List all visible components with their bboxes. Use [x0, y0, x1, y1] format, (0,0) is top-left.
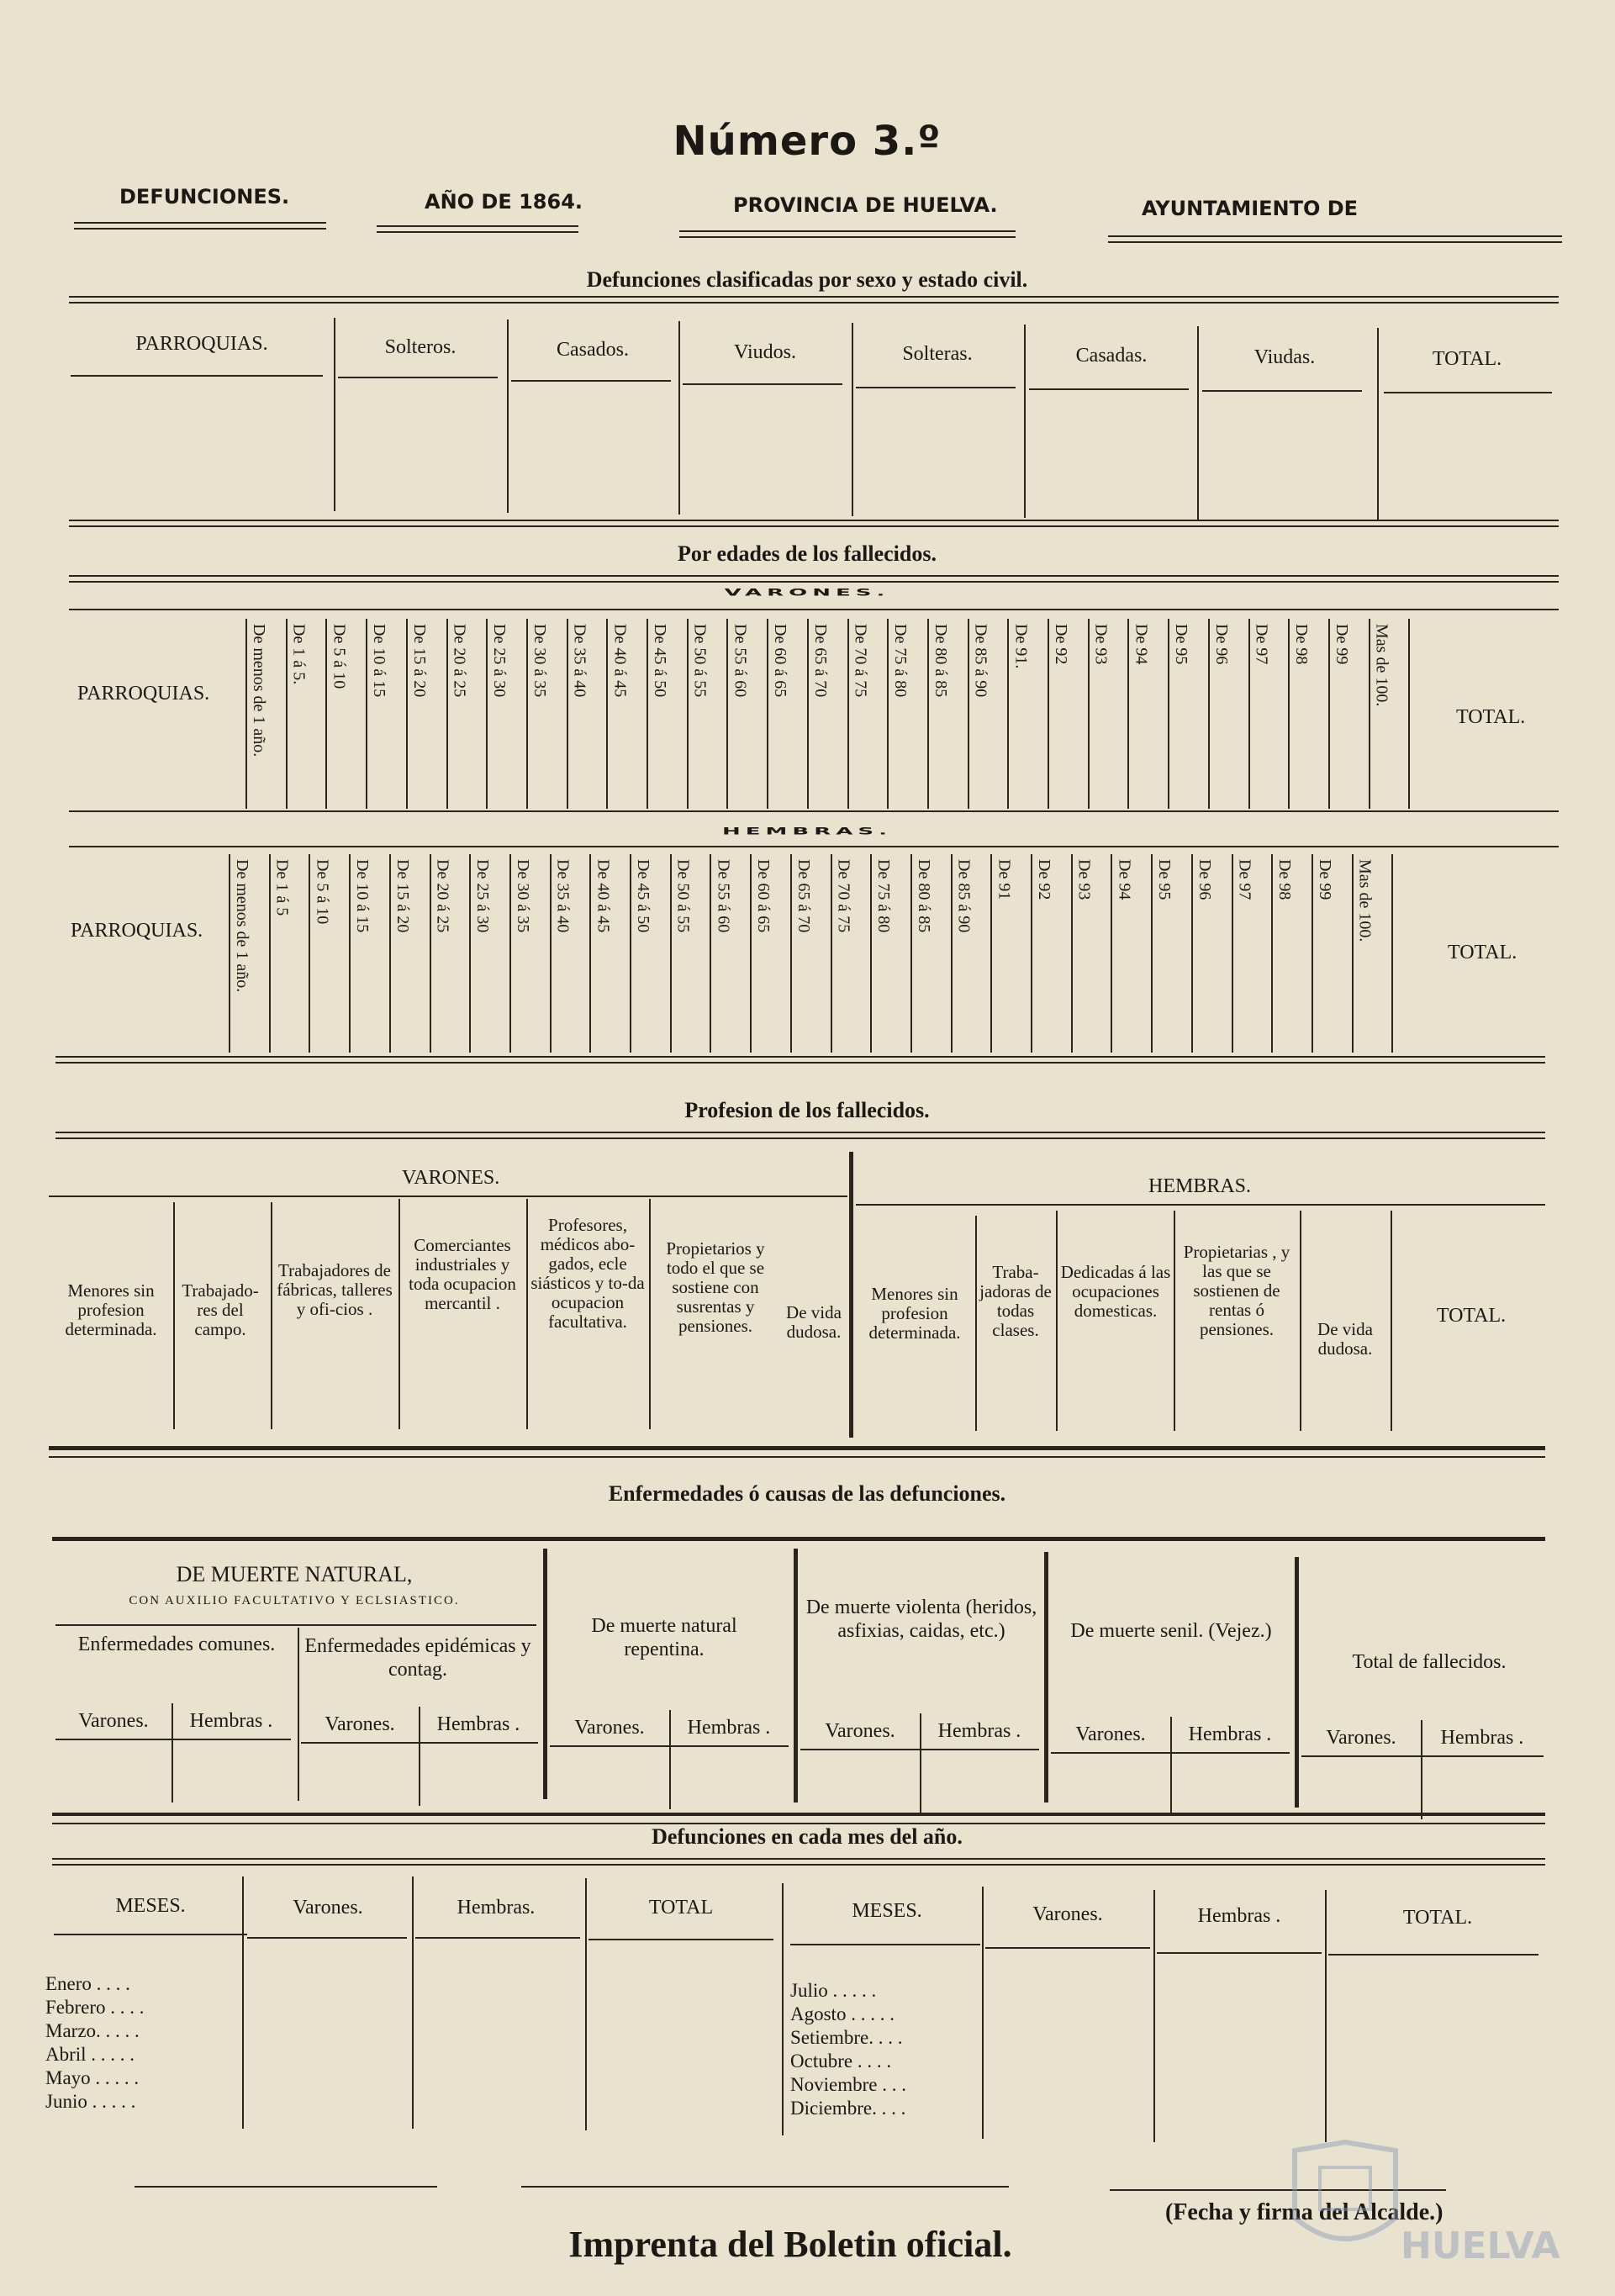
age-column-heading: De 98	[1275, 859, 1295, 900]
age-column-heading: De 93	[1074, 859, 1094, 900]
column-rule	[927, 619, 929, 809]
age-column-heading: De 94	[1132, 624, 1151, 665]
age-column-heading: De 55 á 60	[714, 859, 733, 933]
divider	[49, 1446, 1545, 1450]
column-rule	[430, 854, 431, 1053]
age-column-heading: De 55 á 60	[731, 624, 750, 698]
column-rule	[910, 854, 912, 1053]
column-rule	[968, 619, 969, 809]
cause-col-females: Hembras .	[436, 1713, 520, 1735]
column-rule	[325, 619, 327, 809]
cause-total: Total de fallecidos.	[1352, 1651, 1507, 1673]
column-rule	[951, 854, 953, 1053]
column-rule	[847, 619, 849, 809]
divider	[49, 1456, 1545, 1458]
col-viudos: Viudos.	[734, 341, 796, 363]
underline	[54, 1934, 247, 1935]
age-column-heading: De 20 á 25	[433, 859, 452, 933]
col-casados: Casados.	[557, 339, 629, 361]
divider	[55, 1624, 536, 1626]
males-col-left: Varones.	[293, 1897, 363, 1919]
age-column-heading: De 35 á 40	[570, 624, 589, 698]
underline	[1202, 390, 1362, 392]
form-year: AÑO DE 1864.	[425, 190, 583, 214]
column-rule	[1248, 619, 1250, 809]
ages-male-total: TOTAL.	[1456, 706, 1526, 728]
column-rule	[1127, 619, 1129, 809]
age-column-heading: De 25 á 30	[473, 859, 493, 933]
column-rule	[419, 1707, 420, 1806]
column-rule	[852, 323, 853, 516]
prof-female-domesticas: Dedicadas á las ocupaciones domesticas.	[1060, 1262, 1171, 1321]
underline	[1051, 1752, 1290, 1754]
age-column-heading: De 96	[1211, 624, 1231, 665]
age-column-heading: De 75 á 80	[874, 859, 894, 933]
prof-male-fabricas: Trabajadores de fábricas, talleres y ofi-cios .	[277, 1260, 393, 1319]
column-rule	[990, 854, 992, 1053]
column-rule	[286, 619, 288, 809]
column-rule	[1168, 619, 1169, 809]
banner-varones: VARONES.	[724, 587, 890, 599]
col-viudas: Viudas.	[1253, 346, 1316, 368]
underline	[247, 1937, 407, 1939]
age-column-heading: De 40 á 45	[594, 859, 613, 933]
prof-total: TOTAL.	[1436, 1305, 1507, 1327]
age-column-heading: De 70 á 75	[851, 624, 870, 698]
age-column-heading: De 92	[1052, 624, 1070, 665]
underline	[683, 383, 842, 385]
underline	[1029, 388, 1189, 390]
month-row: Octubre . . . .	[790, 2051, 892, 2072]
divider	[69, 609, 1559, 610]
column-rule	[630, 854, 631, 1053]
age-column-heading: De 85 á 90	[954, 859, 974, 933]
divider	[52, 1537, 1545, 1541]
age-column-heading: De 75 á 80	[891, 624, 910, 698]
archive-watermark	[1269, 2125, 1560, 2277]
month-row: Noviembre . . .	[790, 2074, 906, 2095]
divider	[52, 1858, 1545, 1866]
column-rule	[172, 1703, 173, 1802]
month-row: Febrero . . . .	[45, 1997, 145, 2018]
prof-male-dudosa: De vida dudosa.	[786, 1302, 842, 1342]
column-rule	[398, 1199, 400, 1429]
age-column-heading: De 95	[1172, 624, 1191, 665]
underline	[301, 1742, 538, 1744]
age-column-heading: De 92	[1035, 859, 1053, 900]
divider	[856, 1204, 1545, 1206]
signature-line	[135, 2186, 437, 2188]
column-rule	[366, 619, 367, 809]
column-rule	[469, 854, 471, 1053]
column-rule	[585, 1878, 587, 2130]
prof-male-profesores: Profesores, médicos abo-gados, ecle siásticos y to-da ocupacion facultativa.	[530, 1215, 645, 1332]
column-rule	[606, 619, 608, 809]
underline	[1384, 392, 1552, 393]
divider	[679, 230, 1016, 238]
column-rule	[687, 619, 689, 809]
column-rule	[1271, 854, 1273, 1053]
group-separator	[849, 1152, 853, 1438]
column-rule	[750, 854, 752, 1053]
section-title-civil-status: Defunciones clasificadas por sexo y estado civil.	[586, 267, 1028, 292]
column-rule	[406, 619, 408, 809]
column-rule	[647, 619, 648, 809]
column-rule	[1421, 1720, 1422, 1819]
ages-female-total: TOTAL.	[1448, 942, 1517, 963]
cause-col-males: Varones.	[78, 1710, 149, 1732]
column-rule	[1312, 854, 1313, 1053]
column-rule	[669, 1710, 671, 1809]
cause-col-males: Varones.	[1326, 1727, 1396, 1749]
cause-col-females: Hembras .	[687, 1717, 771, 1739]
divider	[74, 222, 326, 230]
age-column-heading: De 97	[1235, 859, 1254, 900]
column-rule	[1088, 619, 1090, 809]
cause-natural-subtitle: CON AUXILIO FACULTATIVO Y ECLSIASTICO.	[129, 1594, 460, 1607]
profession-female-group: HEMBRAS.	[1148, 1175, 1252, 1197]
prof-male-menores: Menores sin profesion determinada.	[65, 1280, 157, 1339]
column-rule	[1288, 619, 1290, 809]
column-rule	[271, 1202, 272, 1429]
cause-col-females: Hembras .	[1188, 1723, 1272, 1745]
prof-female-trabajadoras: Traba-jadoras de todas clases.	[979, 1262, 1052, 1340]
form-municipality: AYUNTAMIENTO DE	[1142, 197, 1359, 220]
col-total: TOTAL.	[1432, 348, 1502, 370]
section-title-months: Defunciones en cada mes del año.	[652, 1824, 963, 1849]
prof-female-menores: Menores sin profesion determinada.	[868, 1284, 961, 1343]
underline	[856, 387, 1016, 388]
column-rule	[1300, 1211, 1301, 1431]
month-row: Julio . . . . .	[790, 1980, 877, 2001]
column-rule	[1024, 325, 1026, 518]
column-rule	[1208, 619, 1210, 809]
age-column-heading: De menos de 1 año.	[250, 624, 268, 757]
underline	[800, 1749, 1039, 1750]
column-rule	[526, 1199, 528, 1429]
age-column-heading: De 1 á 5.	[289, 624, 309, 685]
column-rule	[309, 854, 310, 1053]
column-rule	[526, 619, 528, 809]
cause-col-females: Hembras .	[189, 1710, 273, 1732]
column-rule	[1352, 854, 1354, 1053]
divider	[69, 810, 1559, 812]
month-row: Enero . . . .	[45, 1973, 130, 1994]
cause-col-males: Varones.	[825, 1720, 895, 1742]
group-separator	[1295, 1557, 1299, 1808]
age-column-heading: De 1 á 5	[272, 859, 292, 916]
total-col-left: TOTAL	[648, 1897, 714, 1919]
divider	[52, 1813, 1545, 1816]
col-solteras: Solteras.	[902, 343, 973, 365]
column-rule	[1153, 1890, 1155, 2142]
cause-col-males: Varones.	[325, 1713, 395, 1735]
underline	[511, 380, 671, 382]
section-title-profession: Profesion de los fallecidos.	[684, 1098, 930, 1122]
underline	[338, 377, 498, 378]
females-col-left: Hembras.	[457, 1897, 536, 1919]
underline	[415, 1937, 580, 1939]
column-rule	[550, 854, 552, 1053]
divider	[377, 225, 578, 233]
age-column-heading: De 65 á 70	[794, 859, 813, 933]
divider	[69, 846, 1559, 847]
age-column-heading: De 5 á 10	[330, 624, 349, 689]
group-separator	[543, 1549, 547, 1799]
age-column-heading: De 60 á 65	[754, 859, 773, 933]
column-rule	[1007, 619, 1009, 809]
underline	[1328, 1954, 1538, 1956]
age-column-heading: De menos de 1 año.	[233, 859, 251, 993]
cause-natural-title: DE MUERTE NATURAL,	[176, 1562, 413, 1586]
prof-male-comerciantes: Comerciantes industriales y toda ocupacion mercantil .	[409, 1235, 516, 1313]
age-column-heading: De 95	[1155, 859, 1174, 900]
month-row: Diciembre. . . .	[790, 2098, 906, 2119]
col-solteros: Solteros.	[384, 336, 457, 358]
column-rule	[1369, 619, 1370, 809]
column-rule	[1197, 326, 1199, 520]
column-rule	[269, 854, 271, 1053]
months-list-second-half	[790, 1979, 984, 2120]
section-title-ages: Por edades de los fallecidos.	[678, 541, 937, 566]
prof-female-dudosa: De vida dudosa.	[1317, 1319, 1373, 1359]
age-column-heading: De 60 á 65	[771, 624, 790, 698]
column-rule	[1325, 1890, 1327, 2142]
mayor-signature: (Fecha y firma del Alcalde.)	[1165, 2199, 1443, 2225]
column-rule	[870, 854, 872, 1053]
column-rule	[1232, 854, 1233, 1053]
underline	[790, 1944, 980, 1945]
age-column-heading: De 35 á 40	[553, 859, 573, 933]
age-column-heading: De 5 á 10	[313, 859, 332, 925]
column-rule	[412, 1876, 414, 2129]
col-parroquias: PARROQUIAS.	[135, 333, 268, 355]
group-separator	[794, 1549, 798, 1802]
column-rule	[298, 1628, 299, 1801]
age-column-heading: De 30 á 35	[513, 859, 532, 933]
column-rule	[509, 854, 511, 1053]
col-casadas: Casadas.	[1075, 345, 1148, 367]
column-rule	[1170, 1717, 1172, 1816]
cause-col-males: Varones.	[1075, 1723, 1146, 1745]
age-column-heading: De 96	[1195, 859, 1214, 900]
column-rule	[807, 619, 809, 809]
column-rule	[446, 619, 448, 809]
column-rule	[589, 854, 591, 1053]
females-col-right: Hembras .	[1197, 1905, 1281, 1927]
column-rule	[767, 619, 768, 809]
column-rule	[790, 854, 792, 1053]
column-rule	[229, 854, 230, 1053]
month-row: Abril . . . . .	[45, 2044, 135, 2065]
age-column-heading: De 85 á 90	[971, 624, 990, 698]
ages-male-parishes-label: PARROQUIAS.	[77, 683, 210, 705]
age-column-heading: De 45 á 50	[651, 624, 669, 698]
age-column-heading: De 91	[995, 859, 1014, 900]
column-rule	[831, 854, 832, 1053]
column-rule	[1048, 619, 1049, 809]
column-rule	[334, 318, 335, 511]
column-rule	[678, 321, 680, 515]
column-rule	[670, 854, 672, 1053]
age-column-heading: De 15 á 20	[393, 859, 412, 933]
ages-female-parishes-label: PARROQUIAS.	[71, 920, 203, 942]
column-rule	[1056, 1211, 1058, 1431]
column-rule	[710, 854, 711, 1053]
age-column-heading: De 15 á 20	[409, 624, 429, 698]
month-row: Setiembre. . . .	[790, 2027, 903, 2048]
age-column-heading: De 25 á 30	[490, 624, 509, 698]
underline	[55, 1739, 291, 1740]
column-rule	[975, 1216, 977, 1431]
underline	[71, 375, 323, 377]
age-column-heading: De 80 á 85	[914, 859, 933, 933]
total-col-right: TOTAL.	[1402, 1907, 1473, 1929]
column-rule	[920, 1713, 921, 1813]
age-column-heading: De 10 á 15	[370, 624, 389, 698]
divider	[69, 520, 1559, 527]
signature-line	[521, 2186, 1009, 2188]
age-column-heading: De 99	[1315, 859, 1334, 900]
age-column-heading: De 99	[1332, 624, 1351, 665]
cause-col-males: Varones.	[574, 1717, 645, 1739]
column-rule	[1391, 1211, 1392, 1431]
column-rule	[1191, 854, 1193, 1053]
column-rule	[782, 1883, 784, 2135]
column-rule	[1151, 854, 1153, 1053]
cause-col-females: Hembras .	[1440, 1727, 1524, 1749]
divider	[1108, 235, 1562, 243]
column-rule	[1071, 854, 1073, 1053]
age-column-heading: De 93	[1091, 624, 1111, 665]
column-rule	[1328, 619, 1330, 809]
cause-sudden: De muerte natural repentina.	[591, 1615, 737, 1660]
column-rule	[649, 1199, 651, 1429]
age-column-heading: De 97	[1252, 624, 1271, 665]
column-rule	[486, 619, 488, 809]
column-rule	[567, 619, 568, 809]
cause-common: Enfermedades comunes.	[77, 1634, 276, 1655]
month-row: Marzo. . . . .	[45, 2020, 140, 2041]
age-column-heading: De 50 á 55	[690, 624, 710, 698]
underline	[1157, 1952, 1322, 1954]
column-rule	[1408, 619, 1410, 809]
column-rule	[507, 319, 509, 513]
age-column-heading: De 50 á 55	[673, 859, 693, 933]
age-column-heading: De 80 á 85	[931, 624, 950, 698]
months-col-left: MESES.	[115, 1895, 186, 1917]
age-column-heading: De 98	[1292, 624, 1312, 665]
banner-hembras: HEMBRAS.	[722, 826, 892, 837]
divider	[69, 296, 1559, 303]
prof-female-propietarias: Propietarias , y las que se sostienen de rentas ó pensiones.	[1183, 1242, 1290, 1339]
column-rule	[1174, 1211, 1175, 1431]
form-number: Número 3.º	[673, 118, 942, 165]
divider	[49, 1196, 847, 1197]
age-column-heading: De 40 á 45	[610, 624, 630, 698]
form-province: PROVINCIA DE HUELVA.	[733, 193, 998, 217]
section-title-causes: Enfermedades ó causas de las defunciones.	[608, 1481, 1006, 1506]
underline	[588, 1939, 773, 1940]
column-rule	[173, 1202, 175, 1429]
males-col-right: Varones.	[1032, 1903, 1103, 1925]
age-column-heading: Mas de 100.	[1355, 859, 1375, 942]
prof-male-propietarios: Propietarios y todo el que se sostiene con susrentas y pensiones.	[666, 1238, 765, 1336]
cause-col-females: Hembras .	[937, 1720, 1021, 1742]
age-column-heading: De 91.	[1011, 624, 1031, 669]
underline	[550, 1745, 789, 1747]
month-row: Junio . . . . .	[45, 2091, 136, 2112]
age-column-heading: De 65 á 70	[810, 624, 830, 698]
column-rule	[887, 619, 889, 809]
stamp-text: HUELVA	[1401, 2225, 1560, 2267]
column-rule	[1111, 854, 1112, 1053]
column-rule	[1391, 854, 1393, 1053]
printer-imprint: Imprenta del Boletin oficial.	[568, 2224, 1012, 2265]
age-column-heading: Mas de 100.	[1372, 624, 1391, 707]
cause-violent: De muerte violenta (heridos, asfixias, caidas, etc.)	[805, 1597, 1037, 1642]
age-column-heading: De 20 á 25	[450, 624, 469, 698]
prof-male-campo: Trabajado-res del campo.	[182, 1280, 259, 1339]
months-list-first-half	[45, 1972, 247, 2114]
divider	[55, 1056, 1545, 1064]
column-rule	[1031, 854, 1032, 1053]
age-column-heading: De 94	[1115, 859, 1134, 900]
divider	[55, 1132, 1545, 1139]
column-rule	[1377, 328, 1379, 521]
divider	[69, 575, 1559, 583]
profession-male-group: VARONES.	[402, 1167, 500, 1189]
column-rule	[349, 854, 351, 1053]
cause-epidemic: Enfermedades epidémicas y contag.	[304, 1635, 531, 1681]
age-column-heading: De 30 á 35	[530, 624, 549, 698]
age-column-heading: De 10 á 15	[353, 859, 372, 933]
cause-senile: De muerte senil. (Vejez.)	[1070, 1620, 1272, 1642]
underline	[985, 1947, 1150, 1949]
column-rule	[389, 854, 391, 1053]
column-rule	[726, 619, 728, 809]
form-type: DEFUNCIONES.	[119, 185, 290, 208]
age-column-heading: De 70 á 75	[834, 859, 853, 933]
group-separator	[1044, 1552, 1048, 1802]
age-column-heading: De 45 á 50	[634, 859, 652, 933]
column-rule	[245, 619, 247, 809]
month-row: Mayo . . . . .	[45, 2067, 140, 2088]
underline	[1301, 1755, 1544, 1757]
month-row: Agosto . . . . .	[790, 2003, 895, 2024]
months-col-right: MESES.	[852, 1900, 922, 1922]
